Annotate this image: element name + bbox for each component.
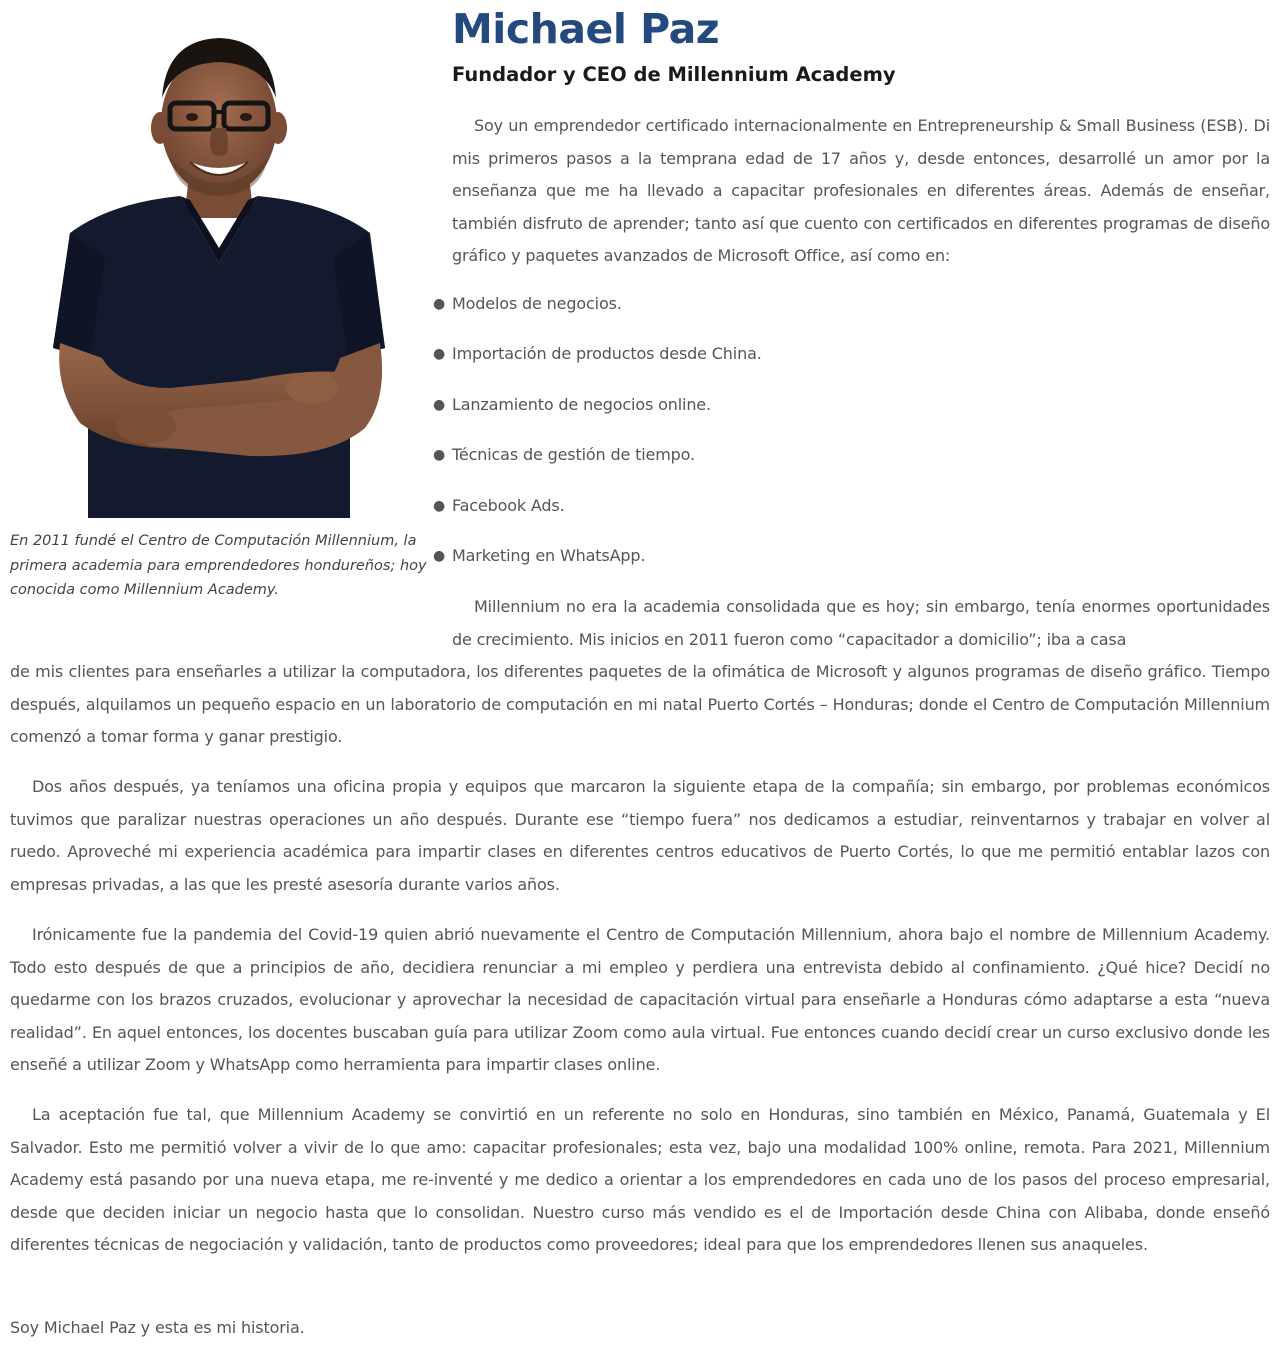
story-paragraph-4: La aceptación fue tal, que Millennium Academy se convirtió en un referente no solo en Honduras, sino también en México, Panamá, Guatemala y El Salvador. Esto me permitió volver a vivir de lo que amo: capacitar profesionales; esta vez, bajo una modalidad 100% online, remota. Para 2021, Millennium Academy está pasando por una nueva etapa, me re-inventé y me dedico a orientar a los emprendedores en cada uno de los pasos del proceso empresarial, desde que deciden iniciar un negocio hasta que lo consolidan. Nuestro curso más vendido es el de Importación desde China con Alibaba, donde enseñó diferentes técnicas de negociación y validación, tanto de productos como proveedores; ideal para que los emprendedores llenen sus anaqueles.: [10, 1105, 1270, 1255]
portrait-photo: [50, 28, 388, 518]
skill-label: Facebook Ads.: [452, 495, 565, 515]
skills-list: [433, 289, 1270, 591]
story-paragraph-1-lead: Millennium no era la academia consolidada que es hoy; sin embargo, tenía enormes oportunidades de crecimiento. Mis inicios en 2011 fueron como “capacitador a domicilio”; iba a casa: [452, 597, 1270, 649]
list-item: [433, 390, 1270, 440]
bullet-icon: ●: [433, 346, 446, 363]
bullet-icon: ●: [433, 547, 446, 564]
person-name: Michael Paz: [452, 5, 720, 53]
closing-line: Soy Michael Paz y esta es mi historia.: [10, 1318, 305, 1337]
skill-label: Técnicas de gestión de tiempo.: [452, 445, 695, 465]
story-paragraph-3: Irónicamente fue la pandemia del Covid-19 quien abrió nuevamente el Centro de Computación Millennium, ahora bajo el nombre de Millennium Academy. Todo esto después de que a principios de año, decidiera renunciar a mi empleo y perdiera una entrevista debido al confinamiento. ¿Qué hice? Decidí no quedarme con los brazos cruzados, evolucionar y aprovechar la necesidad de capacitación virtual para enseñarle a Honduras cómo adaptarse a esta “nueva realidad”. En aquel entonces, los docentes buscaban guía para utilizar Zoom como aula virtual. Fue entonces cuando decidí crear un curso exclusivo donde les enseñé a utilizar Zoom y WhatsApp como herramienta para impartir clases online.: [10, 925, 1270, 1075]
bullet-icon: ●: [433, 497, 446, 514]
skill-label: Marketing en WhatsApp.: [452, 545, 646, 565]
intro-paragraph: Soy un emprendedor certificado internacionalmente en Entrepreneurship & Small Business (ESB). Di mis primeros pasos a la temprana edad de 17 años y, desde entonces, desarrollé un amor por la enseñanza que me ha llevado a capacitar profesionales en diferentes áreas. Además de enseñar, también disfruto de aprender; tanto así que cuento con certificados en diferentes programas de diseño gráfico y paquetes avanzados de Microsoft Office, así como en:: [452, 116, 1270, 266]
list-item: [433, 440, 1270, 490]
bullet-icon: ●: [433, 296, 446, 312]
story-paragraph-1-rest: de mis clientes para enseñarles a utilizar la computadora, los diferentes paquetes de la ofimática de Microsoft y algunos programas de diseño gráfico. Tiempo después, alquilamos un pequeño espacio en un laboratorio de computación en mi natal Puerto Cortés – Honduras; donde el Centro de Computación Millennium comenzó a tomar forma y ganar prestigio.: [10, 662, 1270, 747]
skill-label: Modelos de negocios.: [452, 294, 622, 313]
skill-label: Importación de productos desde China.: [452, 344, 762, 364]
list-item: [433, 289, 1270, 339]
story-paragraph-2: Dos años después, ya teníamos una oficina propia y equipos que marcaron la siguiente etapa de la compañía; sin embargo, por problemas económicos tuvimos que paralizar nuestras operaciones un año después. Durante ese “tiempo fuera” nos dedicamos a estudiar, reinventarnos y trabajar en volver al ruedo. Aproveché mi experiencia académica para impartir clases en diferentes centros educativos de Puerto Cortés, lo que me permitió entablar lazos con empresas privadas, a las que les presté asesoría durante varios años.: [10, 777, 1270, 894]
person-role: Fundador y CEO de Millennium Academy: [452, 63, 896, 86]
photo-caption: En 2011 fundé el Centro de Computación Millennium, la primera academia para emprendedores hondureños; hoy conocida como Millennium Academy.: [10, 533, 427, 598]
portrait-illustration: [50, 28, 388, 518]
bullet-icon: ●: [433, 447, 446, 464]
list-item: [433, 541, 1270, 591]
list-item: [433, 339, 1270, 389]
story-paragraph-1: [10, 591, 1270, 754]
skill-label: Lanzamiento de negocios online.: [452, 394, 711, 414]
list-item: [433, 491, 1270, 541]
bullet-icon: ●: [433, 396, 446, 413]
